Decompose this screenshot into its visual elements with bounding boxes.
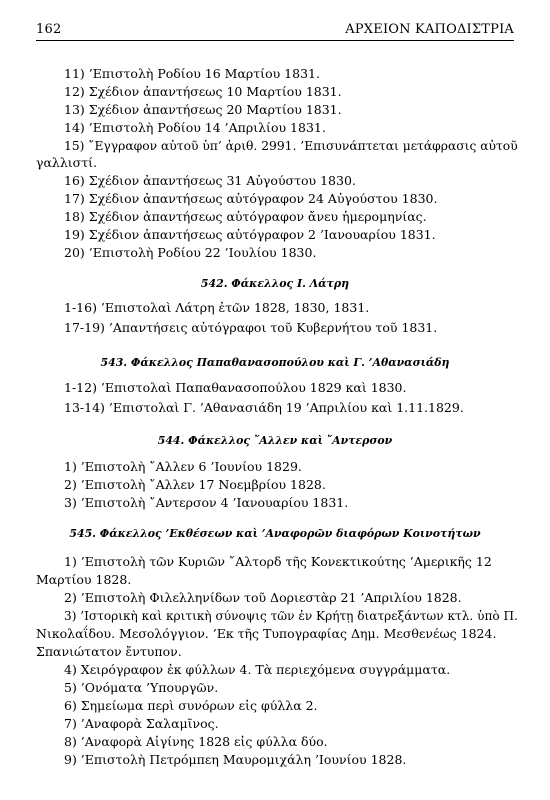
list-item: 3) ’Ιστορικὴ καὶ κριτικὴ σύνοψις τῶν ἐν Κρήτῃ διατρεξάντων κτλ. ὑπὸ Π. [64, 608, 518, 623]
list-item: 4) Χειρόγραφον ἐκ φύλλων 4. Τὰ περιεχόμενα συγγράμματα. [64, 662, 451, 677]
list-item: 17-19) ’Απαντήσεις αὐτόγραφοι τοῦ Κυβερνήτου τοῦ 1831. [64, 320, 438, 335]
list-item: 6) Σημείωμα περὶ συνόρων εἰς φύλλα 2. [64, 698, 318, 713]
list-item: 16) Σχέδιον ἀπαντήσεως 31 Αὐγούστου 1830. [64, 173, 356, 188]
list-item-continuation: Μαρτίου 1828. [36, 572, 132, 587]
section-heading-544: 544. Φάκελλος ῎Αλλεν καὶ ῎Αντερσον [157, 434, 393, 447]
list-item: 11) ’Επιστολὴ Ροδίου 16 Μαρτίου 1831. [64, 66, 320, 81]
list-item: 1) ’Επιστολὴ τῶν Κυριῶν ῎Αλτορδ τῆς Κονεκτικούτης ’Αμερικῆς 12 [64, 554, 492, 569]
list-item: 19) Σχέδιον ἀπαντήσεως αὐτόγραφον 2 ’Ιανουαρίου 1831. [64, 227, 436, 242]
list-item: 1-12) ’Επιστολαὶ Παπαθανασοπούλου 1829 καὶ 1830. [64, 380, 407, 395]
list-item: 1) ’Επιστολὴ ῎Αλλεν 6 ’Ιουνίου 1829. [64, 459, 302, 474]
list-item-continuation: γαλλιστί. [36, 155, 97, 170]
list-item: 3) ’Επιστολὴ ῎Αντερσον 4 ’Ιανουαρίου 1831. [64, 495, 349, 510]
list-item: 12) Σχέδιον ἀπαντήσεως 10 Μαρτίου 1831. [64, 84, 342, 99]
list-item: 18) Σχέδιον ἀπαντήσεως αὐτόγραφον ἄνευ ἡμερομηνίας. [64, 209, 427, 224]
list-item: 2) ’Επιστολὴ Φιλελληνίδων τοῦ Δοριεστὰρ 21 ’Απριλίου 1828. [64, 590, 462, 605]
list-item-continuation: Σπανιώτατον ἔντυπον. [36, 644, 182, 659]
list-item: 8) ’Αναφορὰ Αἰγίνης 1828 εἰς φύλλα δύο. [64, 734, 328, 749]
list-item: 17) Σχέδιον ἀπαντήσεως αὐτόγραφον 24 Αὐγούστου 1830. [64, 191, 438, 206]
page-number: 162 [36, 22, 62, 37]
list-item-continuation: Νικολαΐδου. Μεσολόγγιον. ’Εκ τῆς Τυπογραφίας Δημ. Μεσθενέως 1824. [36, 626, 497, 641]
list-item: 2) ’Επιστολὴ ῎Αλλεν 17 Νοεμβρίου 1828. [64, 477, 326, 492]
list-item: 13) Σχέδιον ἀπαντήσεως 20 Μαρτίου 1831. [64, 102, 342, 117]
list-item: 13-14) ’Επιστολαὶ Γ. ’Αθανασιάδη 19 ’Απριλίου καὶ 1.11.1829. [64, 400, 464, 415]
list-item: 15) ῎Εγγραφον αὐτοῦ ὑπ’ ἀριθ. 2991. ’Επισυνάπτεται μετάφρασις αὐτοῦ [64, 138, 518, 153]
list-item: 14) ’Επιστολὴ Ροδίου 14 ’Απριλίου 1831. [64, 120, 326, 135]
running-header [36, 22, 514, 42]
list-item: 5) ’Ονόματα ’Υπουργῶν. [64, 680, 219, 695]
section-heading-545: 545. Φάκελλος ’Εκθέσεων καὶ ’Αναφορῶν διαφόρων Κοινοτήτων [69, 527, 481, 540]
section-heading-543: 543. Φάκελλος Παπαθανασοπούλου καὶ Γ. ’Αθανασιάδη [100, 356, 450, 369]
list-item: 20) ’Επιστολὴ Ροδίου 22 ’Ιουλίου 1830. [64, 245, 317, 260]
list-item: 7) ’Αναφορὰ Σαλαμῖνος. [64, 716, 219, 731]
list-item: 1-16) ’Επιστολαὶ Λάτρη ἐτῶν 1828, 1830, 1831. [64, 300, 370, 315]
header-rule [36, 40, 514, 41]
section-heading-542: 542. Φάκελλος Ι. Λάτρη [200, 277, 350, 290]
list-item: 9) ’Επιστολὴ Πετρόμπεη Μαυρομιχάλη ’Ιουνίου 1828. [64, 752, 407, 767]
running-title: ΑΡΧΕΙΟΝ ΚΑΠΟΔΙΣΤΡΙΑ [345, 22, 514, 37]
